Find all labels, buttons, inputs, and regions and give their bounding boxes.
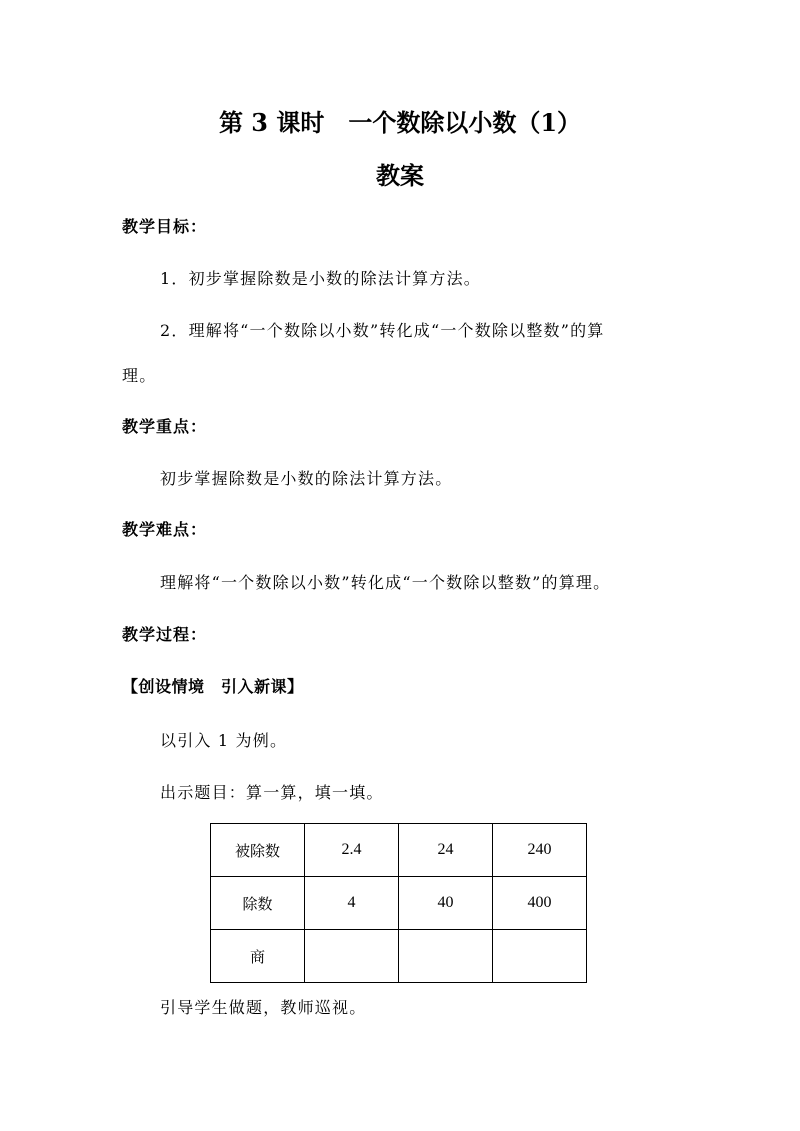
lesson-title: 第 3 课时 一个数除以小数（1）	[218, 108, 582, 137]
table-cell: 240	[493, 824, 587, 877]
process-paragraph-1: 以引入 1 为例。	[160, 731, 288, 750]
table-cell: 400	[493, 877, 587, 930]
division-table	[210, 823, 587, 983]
table-row	[211, 824, 587, 877]
key-points-text: 初步掌握除数是小数的除法计算方法。	[160, 469, 453, 488]
difficulties-heading: 教学难点：	[122, 520, 208, 539]
table-cell: 被除数	[211, 824, 305, 877]
difficulties-text: 理解将“一个数除以小数”转化成“一个数除以整数”的算理。	[160, 573, 611, 592]
table-cell	[493, 930, 587, 983]
key-points-heading: 教学重点：	[122, 417, 208, 436]
stage-heading: 【创设情境 引入新课】	[122, 677, 304, 696]
table-cell: 24	[399, 824, 493, 877]
table-cell: 40	[399, 877, 493, 930]
process-paragraph-2: 出示题目：算一算，填一填。	[160, 783, 384, 802]
table-cell: 除数	[211, 877, 305, 930]
process-heading: 教学过程：	[122, 625, 208, 644]
goal-item-2-line-1: 2．理解将“一个数除以小数”转化成“一个数除以整数”的算	[160, 321, 605, 340]
table-row	[211, 930, 587, 983]
table-cell: 商	[211, 930, 305, 983]
table-cell	[399, 930, 493, 983]
table-cell: 2.4	[305, 824, 399, 877]
lesson-subtitle: 教案	[376, 161, 424, 190]
goal-item-2-line-2: 理。	[122, 366, 157, 385]
table-row	[211, 877, 587, 930]
table-cell: 4	[305, 877, 399, 930]
process-paragraph-3: 引导学生做题，教师巡视。	[160, 998, 367, 1017]
goals-heading: 教学目标：	[122, 217, 208, 236]
goal-item-1: 1．初步掌握除数是小数的除法计算方法。	[160, 269, 481, 288]
table-cell	[305, 930, 399, 983]
